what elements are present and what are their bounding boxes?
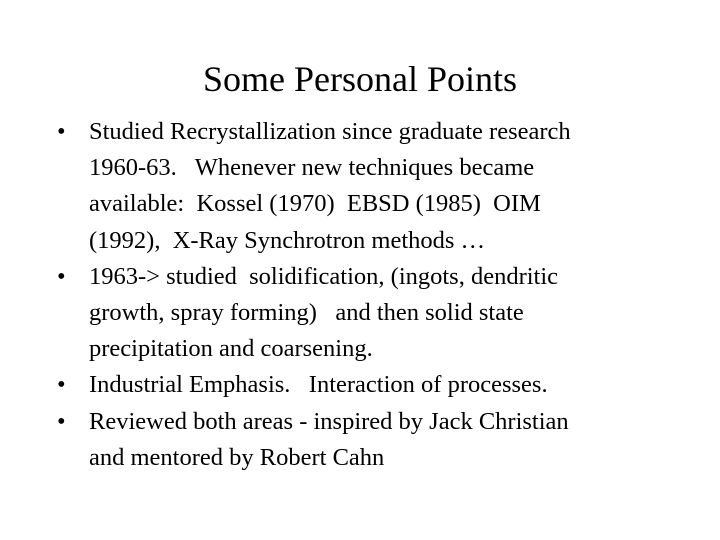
bullet-list	[57, 114, 657, 476]
bullet-text-line: 1963-> studied solidification, (ingots, dendritic	[89, 262, 559, 290]
bullet-icon: •	[57, 262, 66, 290]
bullet-icon: •	[57, 118, 66, 145]
bullet-text-line: growth, spray forming) and then solid state	[89, 299, 524, 327]
bullet-icon: •	[57, 407, 66, 435]
bullet-text-line: 1960-63. Whenever new techniques became	[89, 154, 535, 182]
bullet-item	[57, 367, 657, 403]
bullet-text-line: Reviewed both areas - inspired by Jack Christian	[89, 407, 569, 435]
bullet-text-line: available: Kossel (1970) EBSD (1985) OIM	[89, 190, 541, 218]
slide-title: Some Personal Points	[202, 59, 517, 99]
bullet-item	[57, 404, 657, 476]
bullet-text-line: Industrial Emphasis. Interaction of processes.	[89, 371, 548, 399]
bullet-text-line: (1992), X-Ray Synchrotron methods …	[89, 226, 486, 254]
bullet-icon: •	[57, 371, 66, 399]
bullet-item	[57, 259, 657, 368]
bullet-text-line: and mentored by Robert Cahn	[89, 443, 385, 471]
bullet-text-line: precipitation and coarsening.	[89, 335, 373, 363]
bullet-text-line: Studied Recrystallization since graduate research	[89, 118, 571, 145]
bullet-item	[57, 114, 657, 259]
